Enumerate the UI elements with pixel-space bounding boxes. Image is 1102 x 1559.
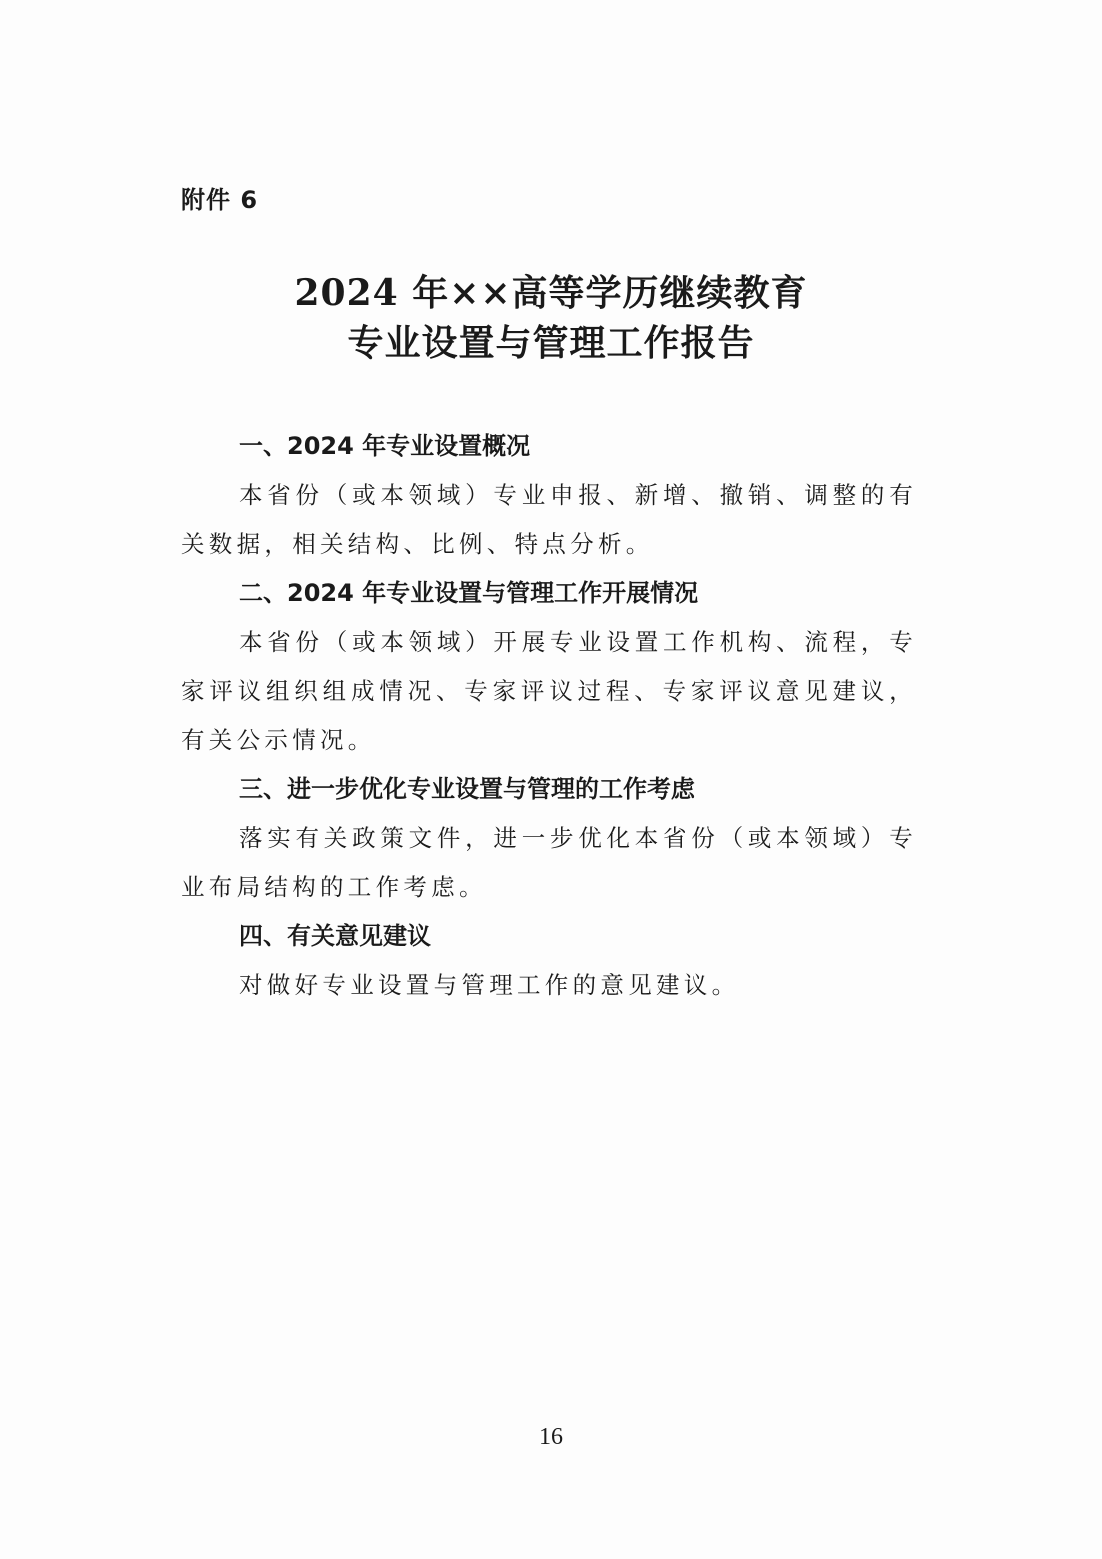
section-optimization	[181, 765, 917, 912]
section-overview	[181, 422, 917, 569]
document-title	[0, 268, 1102, 368]
section-work-progress	[181, 569, 917, 765]
section-paragraph: 落实有关政策文件，进一步优化本省份（或本领域）专业布局结构的工作考虑。	[181, 824, 917, 901]
section-heading: 三、进一步优化专业设置与管理的工作考虑	[239, 775, 695, 803]
title-line-2: 专业设置与管理工作报告	[347, 322, 755, 364]
section-paragraph: 对做好专业设置与管理工作的意见建议。	[239, 971, 740, 999]
section-heading: 一、2024 年专业设置概况	[239, 432, 531, 460]
page-number: 16	[539, 1424, 563, 1450]
section-paragraph: 本省份（或本领域）专业申报、新增、撤销、调整的有关数据，相关结构、比例、特点分析。	[181, 481, 917, 558]
section-heading: 四、有关意见建议	[239, 922, 431, 950]
title-line-1: 2024 年××高等学历继续教育	[294, 272, 808, 314]
attachment-label: 附件 6	[181, 186, 259, 214]
section-heading: 二、2024 年专业设置与管理工作开展情况	[239, 579, 699, 607]
document-body	[181, 422, 917, 1010]
section-suggestions	[181, 912, 917, 1010]
section-paragraph: 本省份（或本领域）开展专业设置工作机构、流程，专家评议组织组成情况、专家评议过程、专家评议意见建议，有关公示情况。	[181, 628, 917, 754]
